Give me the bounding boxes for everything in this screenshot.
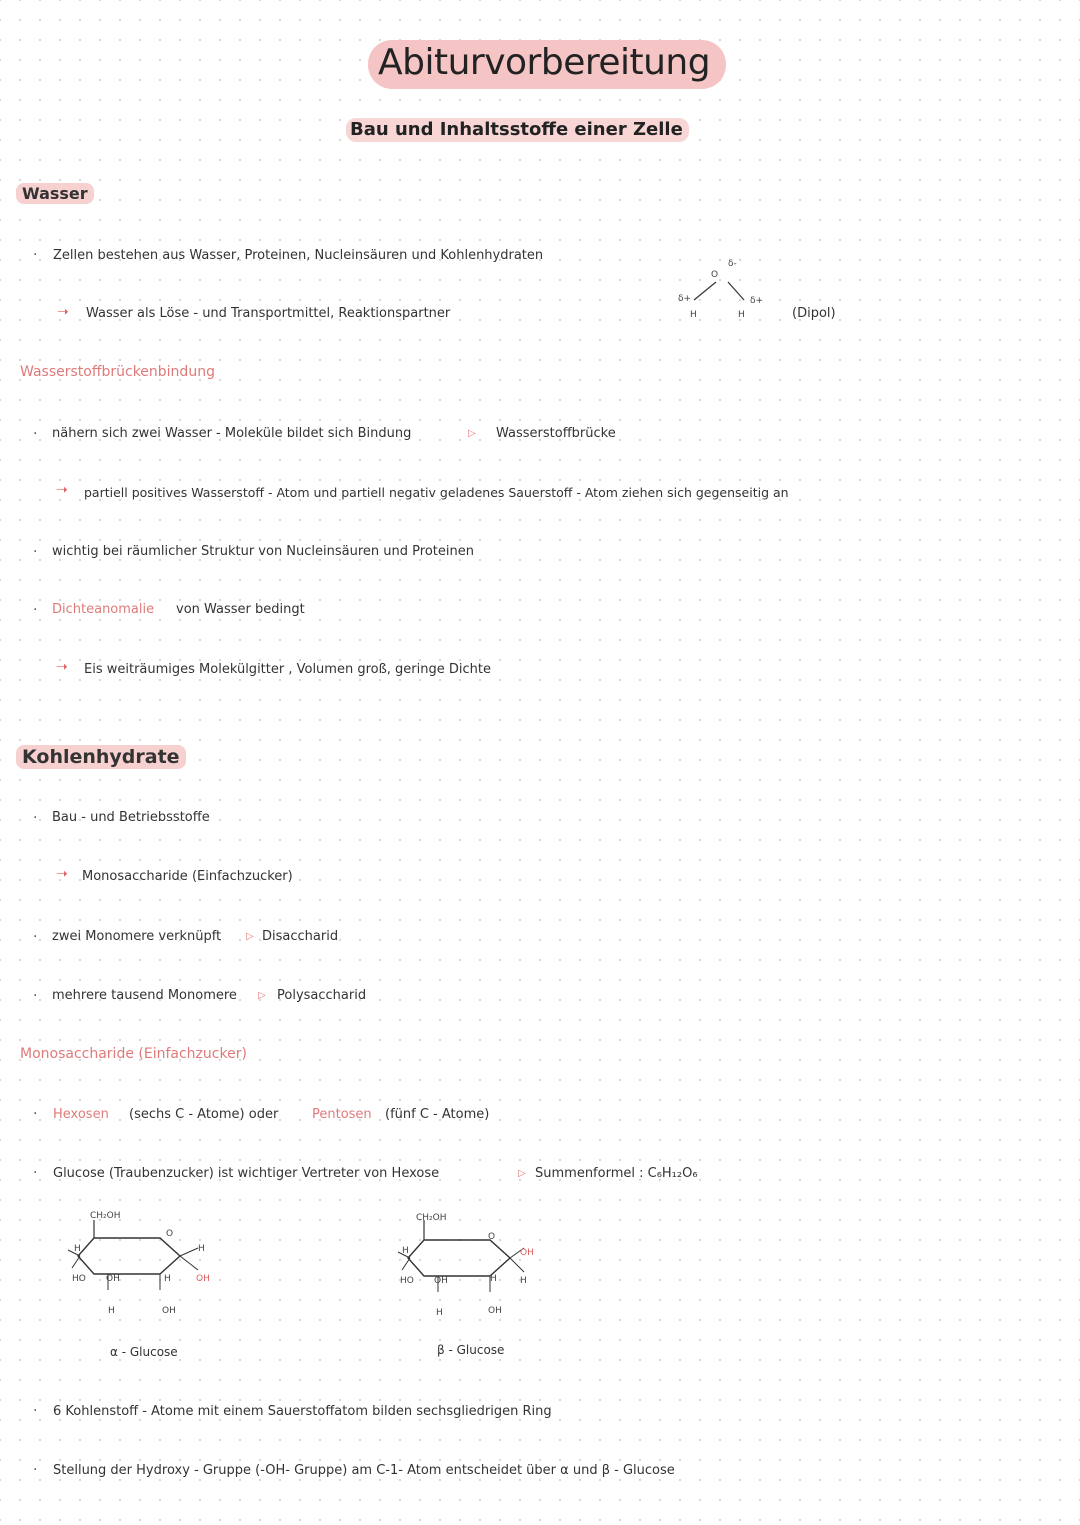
bullet-dot: · bbox=[33, 544, 38, 560]
alpha-glucose-ring bbox=[60, 1210, 220, 1320]
bullet-dot: · bbox=[33, 1462, 38, 1478]
beta-oh-bottom: OH bbox=[488, 1306, 502, 1316]
water-hydrogen-right: H bbox=[738, 310, 745, 320]
beta-h-c2: H bbox=[490, 1274, 497, 1284]
bullet-dot: · bbox=[33, 1165, 38, 1181]
triangle-arrow-icon: ▷ bbox=[518, 1168, 526, 1179]
wasser-line-2: Wasser als Löse - und Transportmittel, Reaktionspartner bbox=[86, 306, 451, 321]
alpha-h-c2: H bbox=[164, 1274, 171, 1284]
kohlenhydrate-line-2: Monosaccharide (Einfachzucker) bbox=[82, 869, 293, 884]
wasserstoff-line-2: partiell positives Wasserstoff - Atom und partiell negativ geladenes Sauerstoff - Atom ziehen sich gegenseitig an bbox=[84, 485, 789, 500]
beta-oh-c3: OH bbox=[434, 1276, 448, 1286]
page-subtitle: Bau und Inhaltsstoffe einer Zelle bbox=[346, 118, 689, 142]
alpha-h-c1: H bbox=[198, 1244, 205, 1254]
arrow-icon: ➝ bbox=[56, 866, 68, 882]
heading-wasserstoffbruecke: Wasserstoffbrückenbindung bbox=[20, 364, 215, 380]
alpha-h-bottom: H bbox=[108, 1306, 115, 1316]
kohlenhydrate-line-3b: Disaccharid bbox=[262, 929, 339, 944]
beta-h-c5: H bbox=[402, 1246, 409, 1256]
alpha-oh-c1: OH bbox=[196, 1274, 210, 1284]
pentosen-term: Pentosen bbox=[312, 1107, 372, 1122]
mono-line-3: 6 Kohlenstoff - Atome mit einem Sauerstoffatom bilden sechsgliedrigen Ring bbox=[53, 1404, 552, 1419]
heading-monosaccharide: Monosaccharide (Einfachzucker) bbox=[20, 1046, 247, 1062]
summenformel: Summenformel : C₆H₁₂O₆ bbox=[535, 1166, 698, 1181]
water-oxygen: O bbox=[711, 270, 719, 280]
bullet-dot: · bbox=[33, 1106, 38, 1122]
kohlenhydrate-line-4b: Polysaccharid bbox=[277, 988, 367, 1003]
heading-kohlenhydrate: Kohlenhydrate bbox=[16, 745, 186, 769]
alpha-glucose-label: α - Glucose bbox=[110, 1345, 178, 1359]
triangle-arrow-icon: ▷ bbox=[258, 990, 266, 1001]
heading-wasser: Wasser bbox=[16, 183, 94, 204]
wasserstoff-line-1b: Wasserstoffbrücke bbox=[496, 426, 616, 441]
mono-line-1b: (fünf C - Atome) bbox=[385, 1107, 490, 1122]
page-title: Abiturvorbereitung bbox=[368, 40, 726, 89]
mono-line-4: Stellung der Hydroxy - Gruppe (-OH- Gruppe) am C-1- Atom entscheidet über α und β - Glucose bbox=[53, 1463, 675, 1478]
bullet-dot: · bbox=[33, 810, 38, 826]
kohlenhydrate-line-1: Bau - und Betriebsstoffe bbox=[52, 810, 210, 825]
beta-ho-c4: HO bbox=[400, 1276, 414, 1286]
beta-h-bottom: H bbox=[436, 1308, 443, 1318]
water-delta-minus: δ- bbox=[728, 259, 737, 269]
beta-ch2oh: CH₂OH bbox=[416, 1213, 447, 1223]
kohlenhydrate-line-3: zwei Monomere verknüpft bbox=[52, 929, 222, 944]
bullet-dot: · bbox=[33, 929, 38, 945]
mono-line-1a: (sechs C - Atome) oder bbox=[129, 1107, 279, 1122]
alpha-oh-c3: OH bbox=[106, 1274, 120, 1284]
bullet-dot: · bbox=[33, 988, 38, 1004]
wasserstoff-line-5: Eis weiträumiges Molekülgitter , Volumen groß, geringe Dichte bbox=[84, 662, 491, 677]
water-hydrogen-left: H bbox=[690, 310, 697, 320]
alpha-ho-c4: HO bbox=[72, 1274, 86, 1284]
beta-ring-oxygen: O bbox=[488, 1232, 496, 1242]
wasser-line-1: Zellen bestehen aus Wasser, Proteinen, Nucleinsäuren und Kohlenhydraten bbox=[53, 248, 544, 263]
wasserstoff-line-4: von Wasser bedingt bbox=[176, 602, 305, 617]
arrow-icon: ➝ bbox=[56, 659, 68, 675]
alpha-ring-oxygen: O bbox=[166, 1229, 174, 1239]
kohlenhydrate-line-4: mehrere tausend Monomere bbox=[52, 988, 237, 1003]
arrow-icon: ➝ bbox=[57, 304, 69, 320]
triangle-arrow-icon: ▷ bbox=[468, 428, 476, 439]
dichteanomalie-term: Dichteanomalie bbox=[52, 602, 155, 617]
mono-line-2: Glucose (Traubenzucker) ist wichtiger Vertreter von Hexose bbox=[53, 1166, 440, 1181]
dipol-label: (Dipol) bbox=[792, 306, 836, 321]
alpha-ch2oh: CH₂OH bbox=[90, 1211, 121, 1221]
bullet-dot: · bbox=[33, 602, 38, 618]
wasserstoff-line-3: wichtig bei räumlicher Struktur von Nucleinsäuren und Proteinen bbox=[52, 544, 474, 559]
alpha-h-c5: H bbox=[74, 1244, 81, 1254]
bullet-dot: · bbox=[33, 426, 38, 442]
hexosen-term: Hexosen bbox=[53, 1107, 109, 1122]
arrow-icon: ➝ bbox=[56, 482, 68, 498]
beta-glucose-label: β - Glucose bbox=[437, 1343, 505, 1357]
bullet-dot: · bbox=[33, 247, 38, 263]
alpha-oh-bottom: OH bbox=[162, 1306, 176, 1316]
triangle-arrow-icon: ▷ bbox=[246, 931, 254, 942]
beta-oh-c1: OH bbox=[520, 1248, 534, 1258]
water-delta-plus-right: δ+ bbox=[750, 296, 764, 306]
beta-glucose-ring bbox=[390, 1212, 550, 1322]
water-delta-plus-left: δ+ bbox=[678, 294, 692, 304]
wasserstoff-line-1: nähern sich zwei Wasser - Moleküle bildet sich Bindung bbox=[52, 426, 412, 441]
beta-h-c1: H bbox=[520, 1276, 527, 1286]
bullet-dot: · bbox=[33, 1403, 38, 1419]
